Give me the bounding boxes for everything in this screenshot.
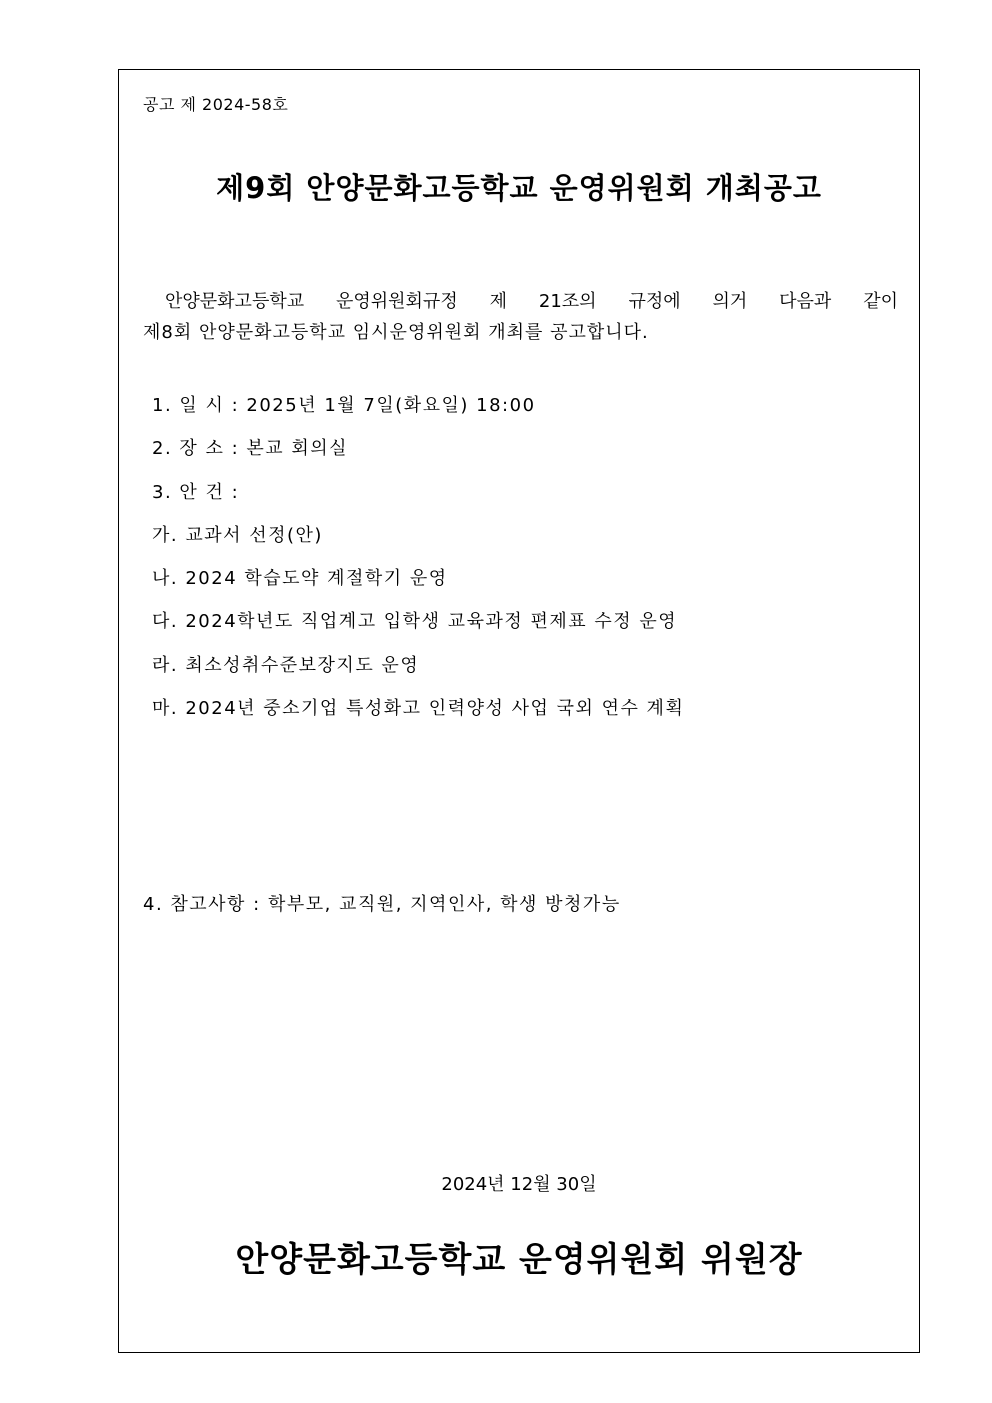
document-title: 제9회 안양문화고등학교 운영위원회 개최공고 — [216, 171, 822, 205]
agenda-item: 라. 최소성취수준보장지도 운영 — [152, 655, 420, 676]
item-agenda-heading: 3. 안 건 : — [152, 482, 240, 503]
agenda-item: 마. 2024년 중소기업 특성화고 인력양성 사업 국외 연수 계획 — [152, 698, 685, 719]
signature-line: 안양문화고등학교 운영위원회 위원장 — [235, 1240, 803, 1280]
intro-line-1: 안양문화고등학교 운영위원회규정 제 21조의 규정에 의거 다음과 같이 — [165, 291, 898, 312]
notice-number: 공고 제 2024-58호 — [143, 95, 289, 114]
intro-paragraph — [143, 286, 898, 348]
issue-date: 2024년 12월 30일 — [441, 1174, 597, 1195]
agenda-item: 다. 2024학년도 직업계고 입학생 교육과정 편제표 수정 운영 — [152, 611, 678, 632]
intro-line-2: 제8회 안양문화고등학교 임시운영위원회 개최를 공고합니다. — [143, 322, 649, 343]
agenda-item: 가. 교과서 선정(안) — [152, 525, 323, 546]
reference-note: 4. 참고사항 : 학부모, 교직원, 지역인사, 학생 방청가능 — [143, 894, 621, 915]
item-place: 2. 장 소 : 본교 회의실 — [152, 438, 349, 459]
agenda-item: 나. 2024 학습도약 계절학기 운영 — [152, 568, 448, 589]
item-datetime: 1. 일 시 : 2025년 1월 7일(화요일) 18:00 — [152, 395, 536, 416]
